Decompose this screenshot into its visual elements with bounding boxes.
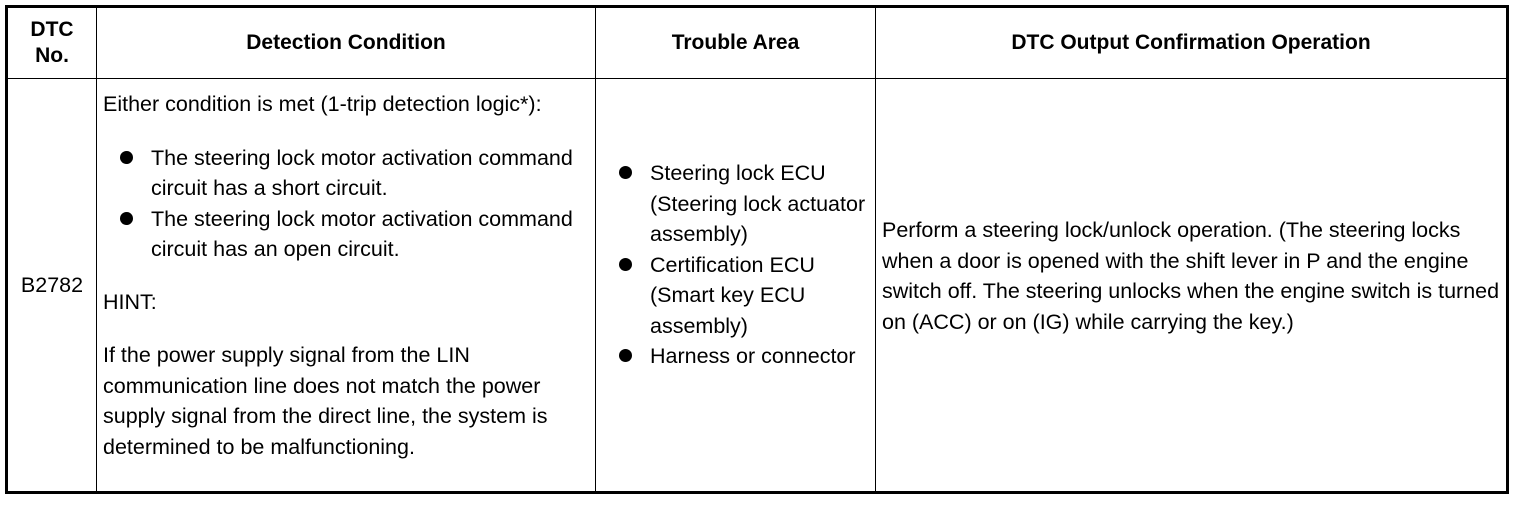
bullet-icon bbox=[619, 166, 632, 179]
table-row bbox=[7, 79, 1508, 493]
condition-list bbox=[103, 143, 589, 265]
condition-text: The steering lock motor activation command circuit has a short circuit. bbox=[151, 145, 573, 200]
trouble-area-text: Harness or connector bbox=[650, 344, 856, 369]
dtc-table bbox=[5, 5, 1509, 494]
bullet-icon bbox=[619, 258, 632, 271]
bullet-icon bbox=[120, 212, 133, 225]
hint-text: If the power supply signal from the LIN communication line does not match the power supply signal from the direct line, the system is determined to be malfunctioning. bbox=[103, 343, 548, 459]
trouble-area-item bbox=[602, 250, 871, 342]
bullet-icon bbox=[120, 151, 133, 164]
trouble-area-item bbox=[602, 341, 871, 372]
condition-intro: Either condition is met (1-trip detection logic*): bbox=[103, 92, 542, 116]
trouble-area-list bbox=[602, 158, 871, 372]
trouble-area-item bbox=[602, 158, 871, 250]
dtc-code-cell: B2782 bbox=[7, 79, 97, 493]
trouble-area-text: Certification ECU (Smart key ECU assembly) bbox=[650, 252, 815, 338]
detection-condition-cell bbox=[97, 79, 596, 493]
confirmation-operation-cell: Perform a steering lock/unlock operation. (The steering locks when a door is opened with the shift lever in P and the engine switch off. The steering unlocks when the engine switch is turned on (ACC) or on (IG) while carrying the key.) bbox=[876, 79, 1508, 493]
header-dtc-no: DTC No. bbox=[7, 7, 97, 79]
hint-label: HINT: bbox=[103, 289, 157, 314]
condition-item bbox=[103, 204, 589, 265]
condition-text: The steering lock motor activation command circuit has an open circuit. bbox=[151, 206, 573, 261]
header-trouble-area: Trouble Area bbox=[596, 7, 876, 79]
bullet-icon bbox=[619, 349, 632, 362]
condition-item bbox=[103, 143, 589, 204]
trouble-area-text: Steering lock ECU (Steering lock actuator assembly) bbox=[650, 161, 866, 247]
header-confirmation-operation: DTC Output Confirmation Operation bbox=[876, 7, 1508, 79]
header-row bbox=[7, 7, 1508, 79]
trouble-area-cell bbox=[596, 79, 876, 493]
header-detection-condition: Detection Condition bbox=[97, 7, 596, 79]
